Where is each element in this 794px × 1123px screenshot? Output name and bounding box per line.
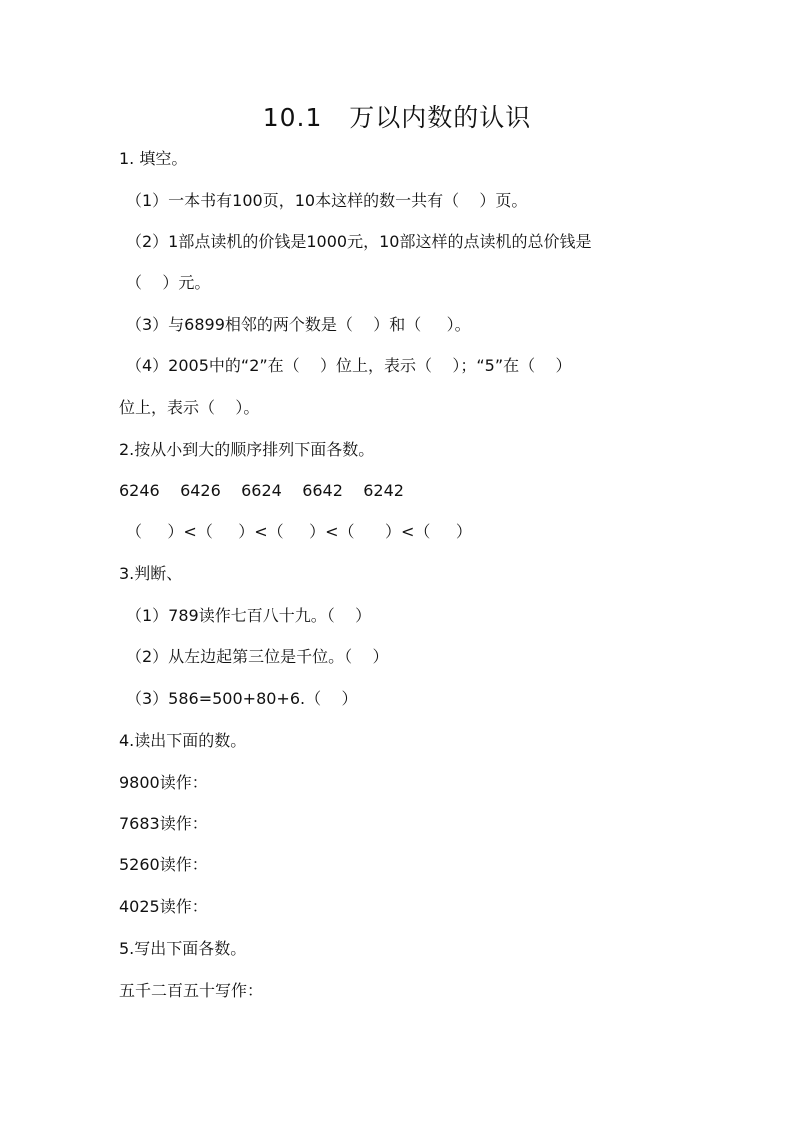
q3-item-1: （1）789读作七百八十九。（ ）: [126, 606, 372, 625]
q4-item-1: 9800读作：: [119, 773, 208, 792]
q2-numbers: 6246 6426 6624 6642 6242: [119, 481, 404, 500]
q5-item-1: 五千二百五十写作：: [119, 981, 264, 1000]
q5-heading: 5.写出下面各数。: [119, 939, 247, 958]
q4-item-3: 5260读作：: [119, 855, 208, 874]
page-title: 10.1 万以内数的认识: [262, 103, 532, 132]
q1-item-2-line-1: （2）1部点读机的价钱是1000元，10部这样的点读机的总价钱是: [126, 232, 592, 251]
q4-heading: 4.读出下面的数。: [119, 731, 247, 750]
q1-item-3: （3）与6899相邻的两个数是（ ）和（ ）。: [126, 315, 471, 334]
q1-item-2-line-2: （ ）元。: [126, 273, 211, 292]
q3-item-3: （3）586=500+80+6.（ ）: [126, 689, 358, 708]
q4-item-2: 7683读作：: [119, 814, 208, 833]
q2-heading: 2.按从小到大的顺序排列下面各数。: [119, 440, 375, 459]
q1-item-1: （1）一本书有100页，10本这样的数一共有（ ）页。: [126, 191, 528, 210]
q3-heading: 3.判断、: [119, 564, 183, 583]
q3-item-2: （2）从左边起第三位是千位。（ ）: [126, 647, 389, 666]
q4-item-4: 4025读作：: [119, 897, 208, 916]
q1-item-4-line-2: 位上，表示（ ）。: [119, 398, 260, 417]
q1-item-4-line-1: （4）2005中的“2”在（ ）位上，表示（ ）；“5”在（ ）: [126, 356, 572, 375]
q2-answer-blanks: （ ）<（ ）<（ ）<（ ）<（ ）: [126, 522, 472, 541]
q1-heading: 1. 填空。: [119, 149, 188, 168]
